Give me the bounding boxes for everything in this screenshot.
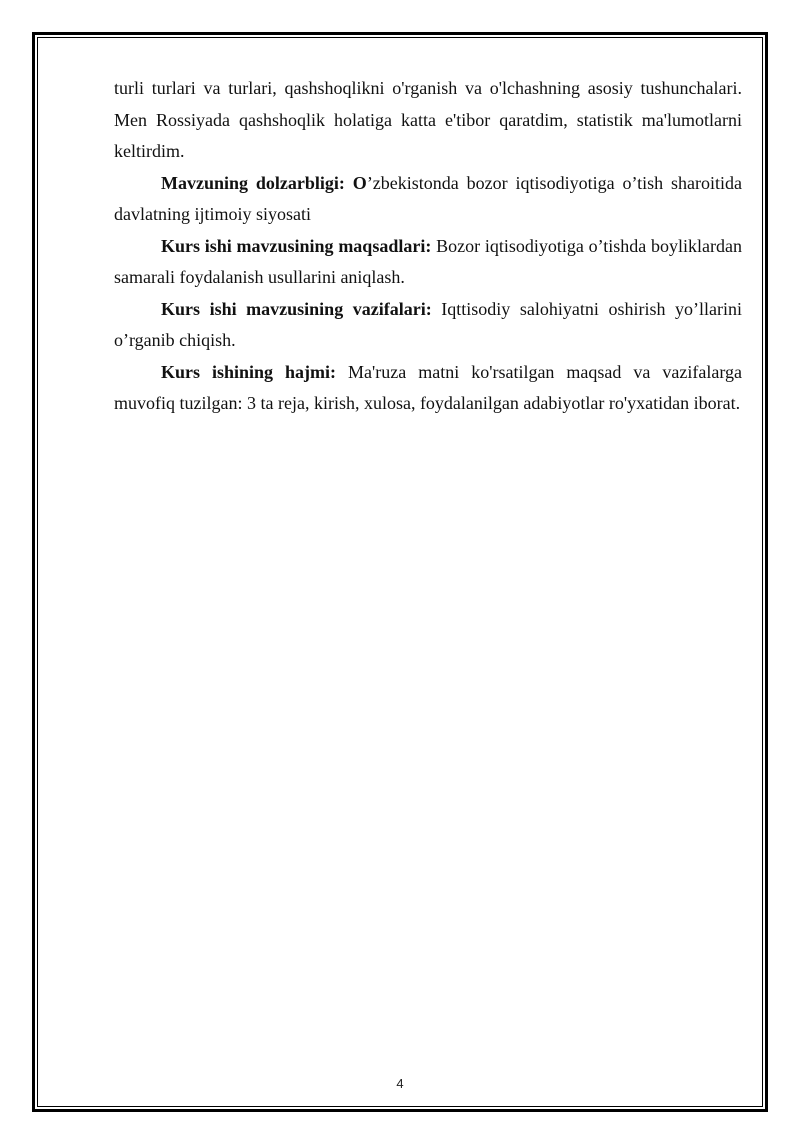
paragraph-text: turli turlari va turlari, qashshoqlikni o'rganish va o'lchashning asosiy tushunchalari. Men Rossiyada qashshoqlik holatiga katta e'tibor qaratdim, statistik ma'lumotlarni keltirdim. bbox=[114, 78, 742, 161]
paragraph-text: Ma'ruza matni ko'rsatilgan maqsad va vazifalarga muvofiq tuzilgan: 3 ta reja, kirish, xulosa, foydalanilgan adabiyotlar ro'yxatidan iborat. bbox=[114, 361, 742, 413]
paragraph-heading: Kurs ishi mavzusining vazifalari: bbox=[161, 298, 432, 319]
paragraph-heading: Mavzuning dolzarbligi: O bbox=[161, 172, 367, 193]
paragraph-heading: Kurs ishi mavzusining maqsadlari: bbox=[161, 235, 432, 256]
page-number: 4 bbox=[396, 1076, 404, 1091]
paragraph-relevance bbox=[114, 168, 742, 231]
paragraph-tasks bbox=[114, 294, 742, 357]
document-body bbox=[114, 73, 742, 420]
paragraph-heading: Kurs ishining hajmi: bbox=[161, 361, 337, 382]
paragraph-intro-continuation bbox=[114, 73, 742, 168]
paragraph-text: ’zbekistonda bozor iqtisodiyotiga o’tish sharoitida davlatning ijtimoiy siyosati bbox=[114, 172, 743, 224]
paragraph-text: Iqttisodiy salohiyatni oshirish yo’llarini o’rganib chiqish. bbox=[114, 298, 742, 350]
paragraph-volume bbox=[114, 357, 742, 420]
paragraph-text: Bozor iqtisodiyotiga o’tishda boyliklardan samarali foydalanish usullarini aniqlash. bbox=[114, 235, 742, 287]
paragraph-goals bbox=[114, 231, 742, 294]
